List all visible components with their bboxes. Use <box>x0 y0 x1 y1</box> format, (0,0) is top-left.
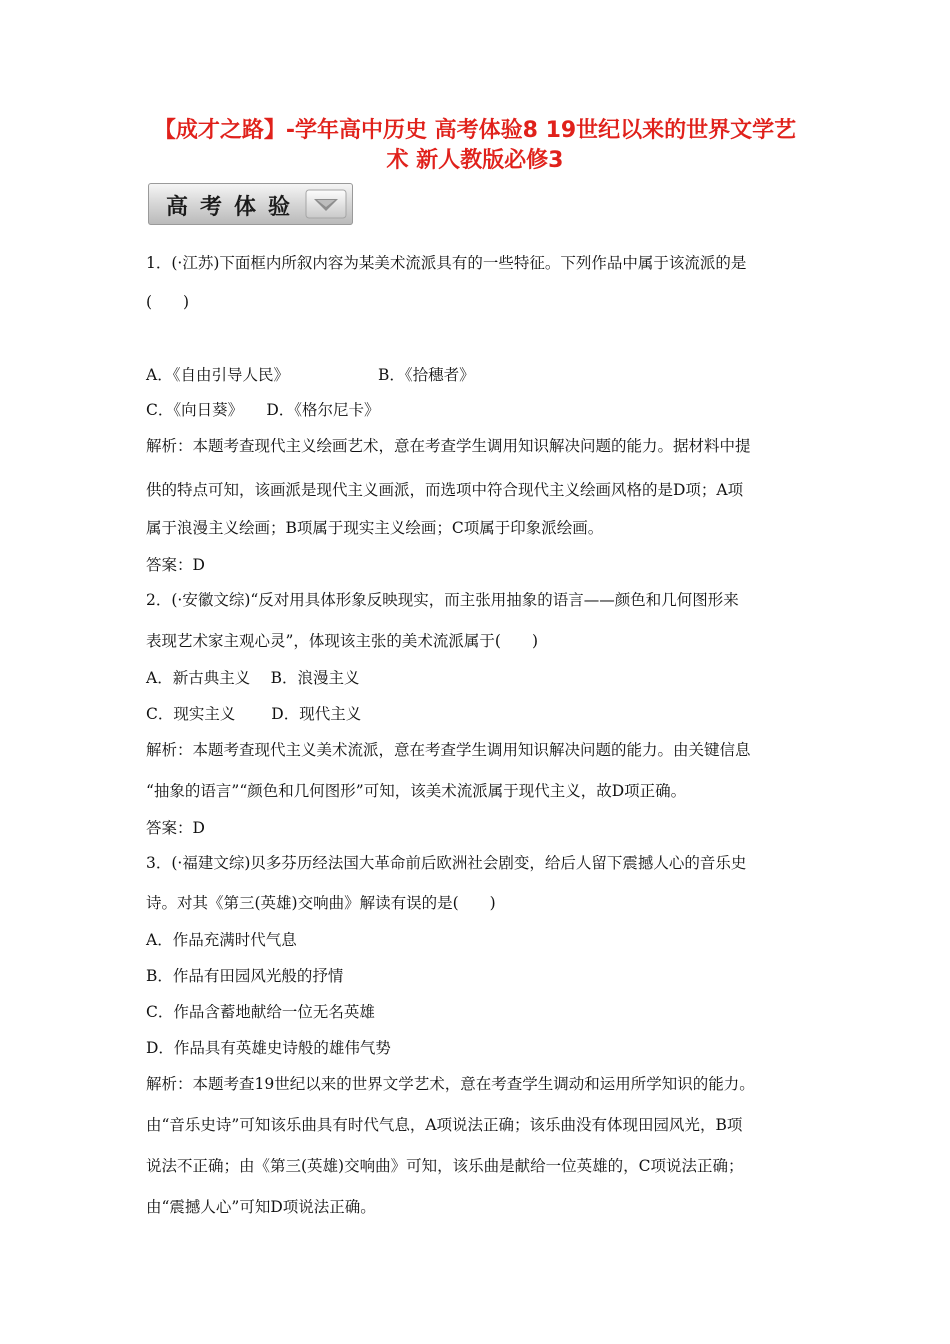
q2-options-a-b: A．新古典主义 B．浪漫主义 <box>146 669 360 687</box>
q1-stem-line-1: 1．(·江苏)下面框内所叙内容为某美术流派具有的一些特征。下列作品中属于该流派的是 <box>146 254 747 272</box>
q3-analysis-line-4: 由“震撼人心”可知D项说法正确。 <box>146 1198 376 1216</box>
q3-analysis-line-1: 解析：本题考查19世纪以来的世界文学艺术，意在考查学生调动和运用所学知识的能力。 <box>146 1075 755 1093</box>
q3-option-a: A．作品充满时代气息 <box>146 931 297 949</box>
q1-analysis-line-3: 属于浪漫主义绘画；B项属于现实主义绘画；C项属于印象派绘画。 <box>146 519 604 537</box>
q1-option-b: B．《拾穗者》 <box>378 366 475 384</box>
q1-option-a: A．《自由引导人民》 <box>146 366 289 384</box>
q2-answer: 答案：D <box>146 819 205 837</box>
q1-options-c-d: C．《向日葵》 D．《格尔尼卡》 <box>146 401 380 419</box>
q1-analysis-line-2: 供的特点可知，该画派是现代主义画派，而选项中符合现代主义绘画风格的是D项；A项 <box>146 481 744 499</box>
q3-option-d: D．作品具有英雄史诗般的雄伟气势 <box>146 1039 391 1057</box>
q3-analysis-line-3: 说法不正确；由《第三(英雄)交响曲》可知，该乐曲是献给一位英雄的，C项说法正确； <box>146 1157 744 1175</box>
q2-stem-line-2: 表现艺术家主观心灵”，体现该主张的美术流派属于( ) <box>146 632 539 650</box>
q1-answer: 答案：D <box>146 556 205 574</box>
q1-stem-line-2: ( ) <box>146 293 190 311</box>
q2-options-c-d: C．现实主义 D．现代主义 <box>146 705 362 723</box>
q2-analysis-line-1: 解析：本题考查现代主义美术流派，意在考查学生调用知识解决问题的能力。由关键信息 <box>146 741 751 759</box>
q3-stem-line-1: 3．(·福建文综)贝多芬历经法国大革命前后欧洲社会剧变，给后人留下震撼人心的音乐史 <box>146 854 747 872</box>
banner-label: 高考体验 <box>166 195 303 220</box>
title-line-2: 术 新人教版必修3 <box>386 148 564 173</box>
title-line-1: 【成才之路】-学年高中历史 高考体验8 19世纪以来的世界文学艺 <box>153 118 797 143</box>
q3-analysis-line-2: 由“音乐史诗”可知该乐曲具有时代气息，A项说法正确；该乐曲没有体现田园风光，B项 <box>146 1116 743 1134</box>
document-title <box>120 116 830 176</box>
section-banner <box>148 183 353 225</box>
chevron-down-icon <box>305 189 347 219</box>
q2-stem-line-1: 2．(·安徽文综)“反对用具体形象反映现实，而主张用抽象的语言——颜色和几何图形来 <box>146 591 739 609</box>
q3-stem-line-2: 诗。对其《第三(英雄)交响曲》解读有误的是( ) <box>146 894 496 912</box>
q3-option-c: C．作品含蓄地献给一位无名英雄 <box>146 1003 375 1021</box>
q3-option-b: B．作品有田园风光般的抒情 <box>146 967 344 985</box>
q1-analysis-line-1: 解析：本题考查现代主义绘画艺术，意在考查学生调用知识解决问题的能力。据材料中提 <box>146 437 751 455</box>
q2-analysis-line-2: “抽象的语言”“颜色和几何图形”可知，该美术流派属于现代主义，故D项正确。 <box>146 782 687 800</box>
